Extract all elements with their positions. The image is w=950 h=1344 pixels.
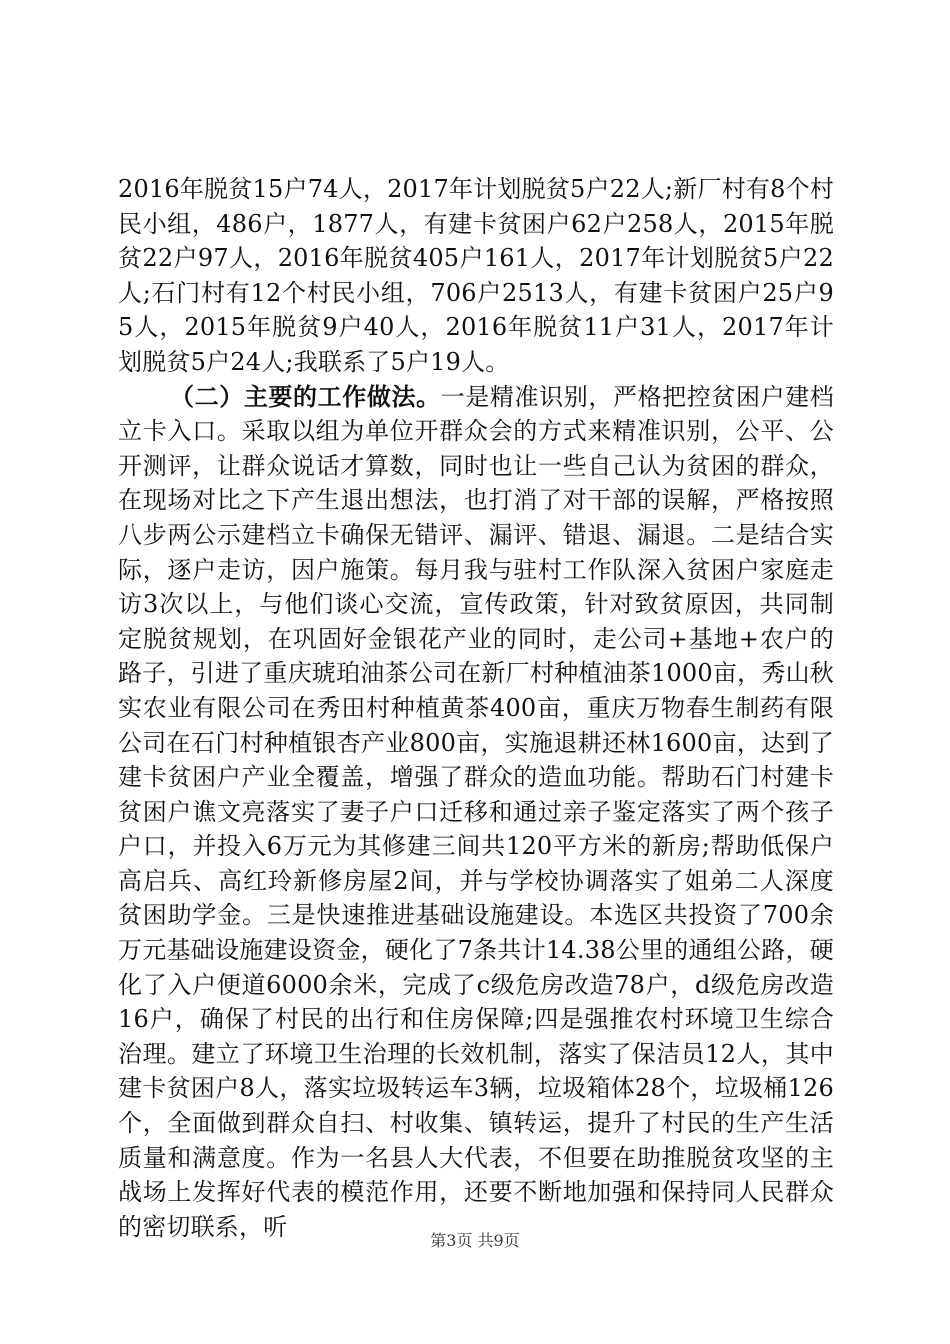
section-heading: （二）主要的工作做法。	[170, 381, 441, 411]
paragraph-text: 2016年脱贫15户74人，2017年计划脱贫5户22人;新厂村有8个村民小组，486户，1877人，有建卡贫困户62户258人，2015年脱贫22户97人，2016年脱贫405户161人，2017年计划脱贫5户22人;石门村有12个村民小组，706户2513人，有建卡贫困户25户95人，2015年脱贫9户40人，2016年脱贫11户31人，2017年计划脱贫5户24人;我联系了5户19人。	[118, 175, 834, 376]
paragraph-main-work-methods	[118, 380, 834, 1245]
paragraph-text: 一是精准识别，严格把控贫困户建档立卡入口。采取以组为单位开群众会的方式来精准识别，公平、公开测评，让群众说话才算数，同时也让一些自己认为贫困的群众，在现场对比之下产生退出想法，也打消了对干部的误解，严格按照八步两公示建档立卡确保无错评、漏评、错退、漏退。二是结合实际，逐户走访，因户施策。每月我与驻村工作队深入贫困户家庭走访3次以上，与他们谈心交流，宣传政策，针对致贫原因，共同制定脱贫规划，在巩固好金银花产业的同时，走公司+基地+农户的路子，引进了重庆琥珀油茶公司在新厂村种植油茶1000亩，秀山秋实农业有限公司在秀田村种植黄茶400亩，重庆万物春生制药有限公司在石门村种植银杏产业800亩，实施退耕还林1600亩，达到了建卡贫困户产业全覆盖，增强了群众的造血功能。帮助石门村建卡贫困户谯文亮落实了妻子户口迁移和通过亲子鉴定落实了两个孩子户口，并投入6万元为其修建三间共120平方米的新房;帮助低保户高启兵、高红玲新修房屋2间，并与学校协调落实了姐弟二人深度贫困助学金。三是快速推进基础设施建设。本选区共投资了700余万元基础设施建设资金，硬化了7条共计14.38公里的通组公路，硬化了入户便道6000余米，完成了c级危房改造78户，d级危房改造16户，确保了村民的出行和住房保障;四是强推农村环境卫生综合治理。建立了环境卫生治理的长效机制，落实了保洁员12人，其中建卡贫困户8人，落实垃圾转运车3辆，垃圾箱体28个，垃圾桶126个，全面做到群众自扫、村收集、镇转运，提升了村民的生产生活质量和满意度。作为一名县人大代表，不但要在助推脱贫攻坚的主战场上发挥好代表的模范作用，还要不断地加强和保持同人民群众的密切联系，听	[118, 382, 834, 1241]
body-text	[118, 172, 834, 1244]
page-number: 第3页 共9页	[430, 1231, 520, 1250]
page-footer	[0, 1228, 950, 1251]
paragraph-village-statistics	[118, 172, 834, 380]
